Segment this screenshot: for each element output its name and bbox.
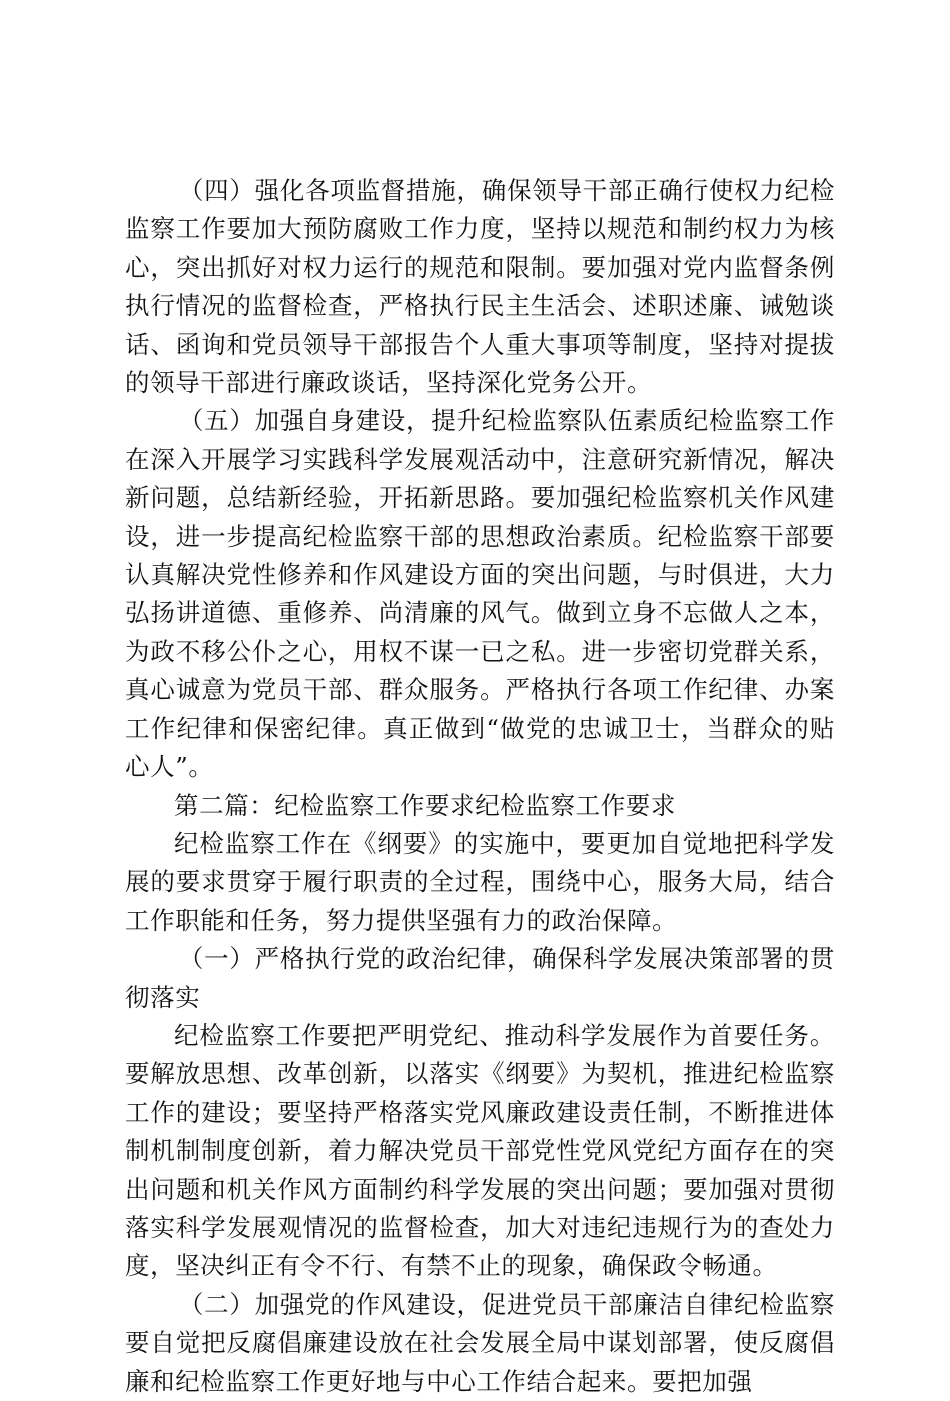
paragraph-section-four: （四）强化各项监督措施，确保领导干部正确行使权力纪检监察工作要加大预防腐败工作力度，坚持以规范和制约权力为核心，突出抓好对权力运行的规范和限制。要加强对党内监督条例执行情况的监督检查，严格执行民主生活会、述职述廉、诫勉谈话、函询和党员领导干部报告个人重大事项等制度，坚持对提拔的领导干部进行廉政谈话，坚持深化党务公开。 [125, 176, 835, 398]
paragraph-intro: 纪检监察工作在《纲要》的实施中，要更加自觉地把科学发展的要求贯穿于履行职责的全过程，围绕中心，服务大局，结合工作职能和任务，努力提供坚强有力的政治保障。 [125, 828, 835, 935]
paragraph-item-two: （二）加强党的作风建设，促进党员干部廉洁自律纪检监察要自觉把反腐倡廉建设放在社会发展全局中谋划部署，使反腐倡廉和纪检监察工作更好地与中心工作结合起来。要把加强 [125, 1289, 835, 1396]
chapter-two-heading: 第二篇：纪检监察工作要求纪检监察工作要求 [174, 790, 676, 820]
paragraph-item-one-title: （一）严格执行党的政治纪律，确保科学发展决策部署的贯彻落实 [125, 944, 835, 1012]
paragraph-section-five: （五）加强自身建设，提升纪检监察队伍素质纪检监察工作在深入开展学习实践科学发展观活动中，注意研究新情况，解决新问题，总结新经验，开拓新思路。要加强纪检监察机关作风建设，进一步提高纪检监察干部的思想政治素质。纪检监察干部要认真解决党性修养和作风建设方面的突出问题，与时俱进，大力弘扬讲道德、重修养、尚清廉的风气。做到立身不忘做人之本，为政不移公仆之心，用权不谋一已之私。进一步密切党群关系，真心诚意为党员干部、群众服务。严格执行各项工作纪律、办案工作纪律和保密纪律。真正做到“做党的忠诚卫士，当群众的贴心人”。 [125, 406, 835, 782]
document-body [125, 172, 835, 1401]
paragraph-item-one-body: 纪检监察工作要把严明党纪、推动科学发展作为首要任务。要解放思想、改革创新，以落实《纲要》为契机，推进纪检监察工作的建设；要坚持严格落实党风廉政建设责任制，不断推进体制机制制度创新，着力解决党员干部党性党风党纪方面存在的突出问题和机关作风方面制约科学发展的突出问题；要加强对贯彻落实科学发展观情况的监督检查，加大对违纪违规行为的查处力度，坚决纠正有令不行、有禁不止的现象，确保政令畅通。 [125, 1020, 835, 1281]
